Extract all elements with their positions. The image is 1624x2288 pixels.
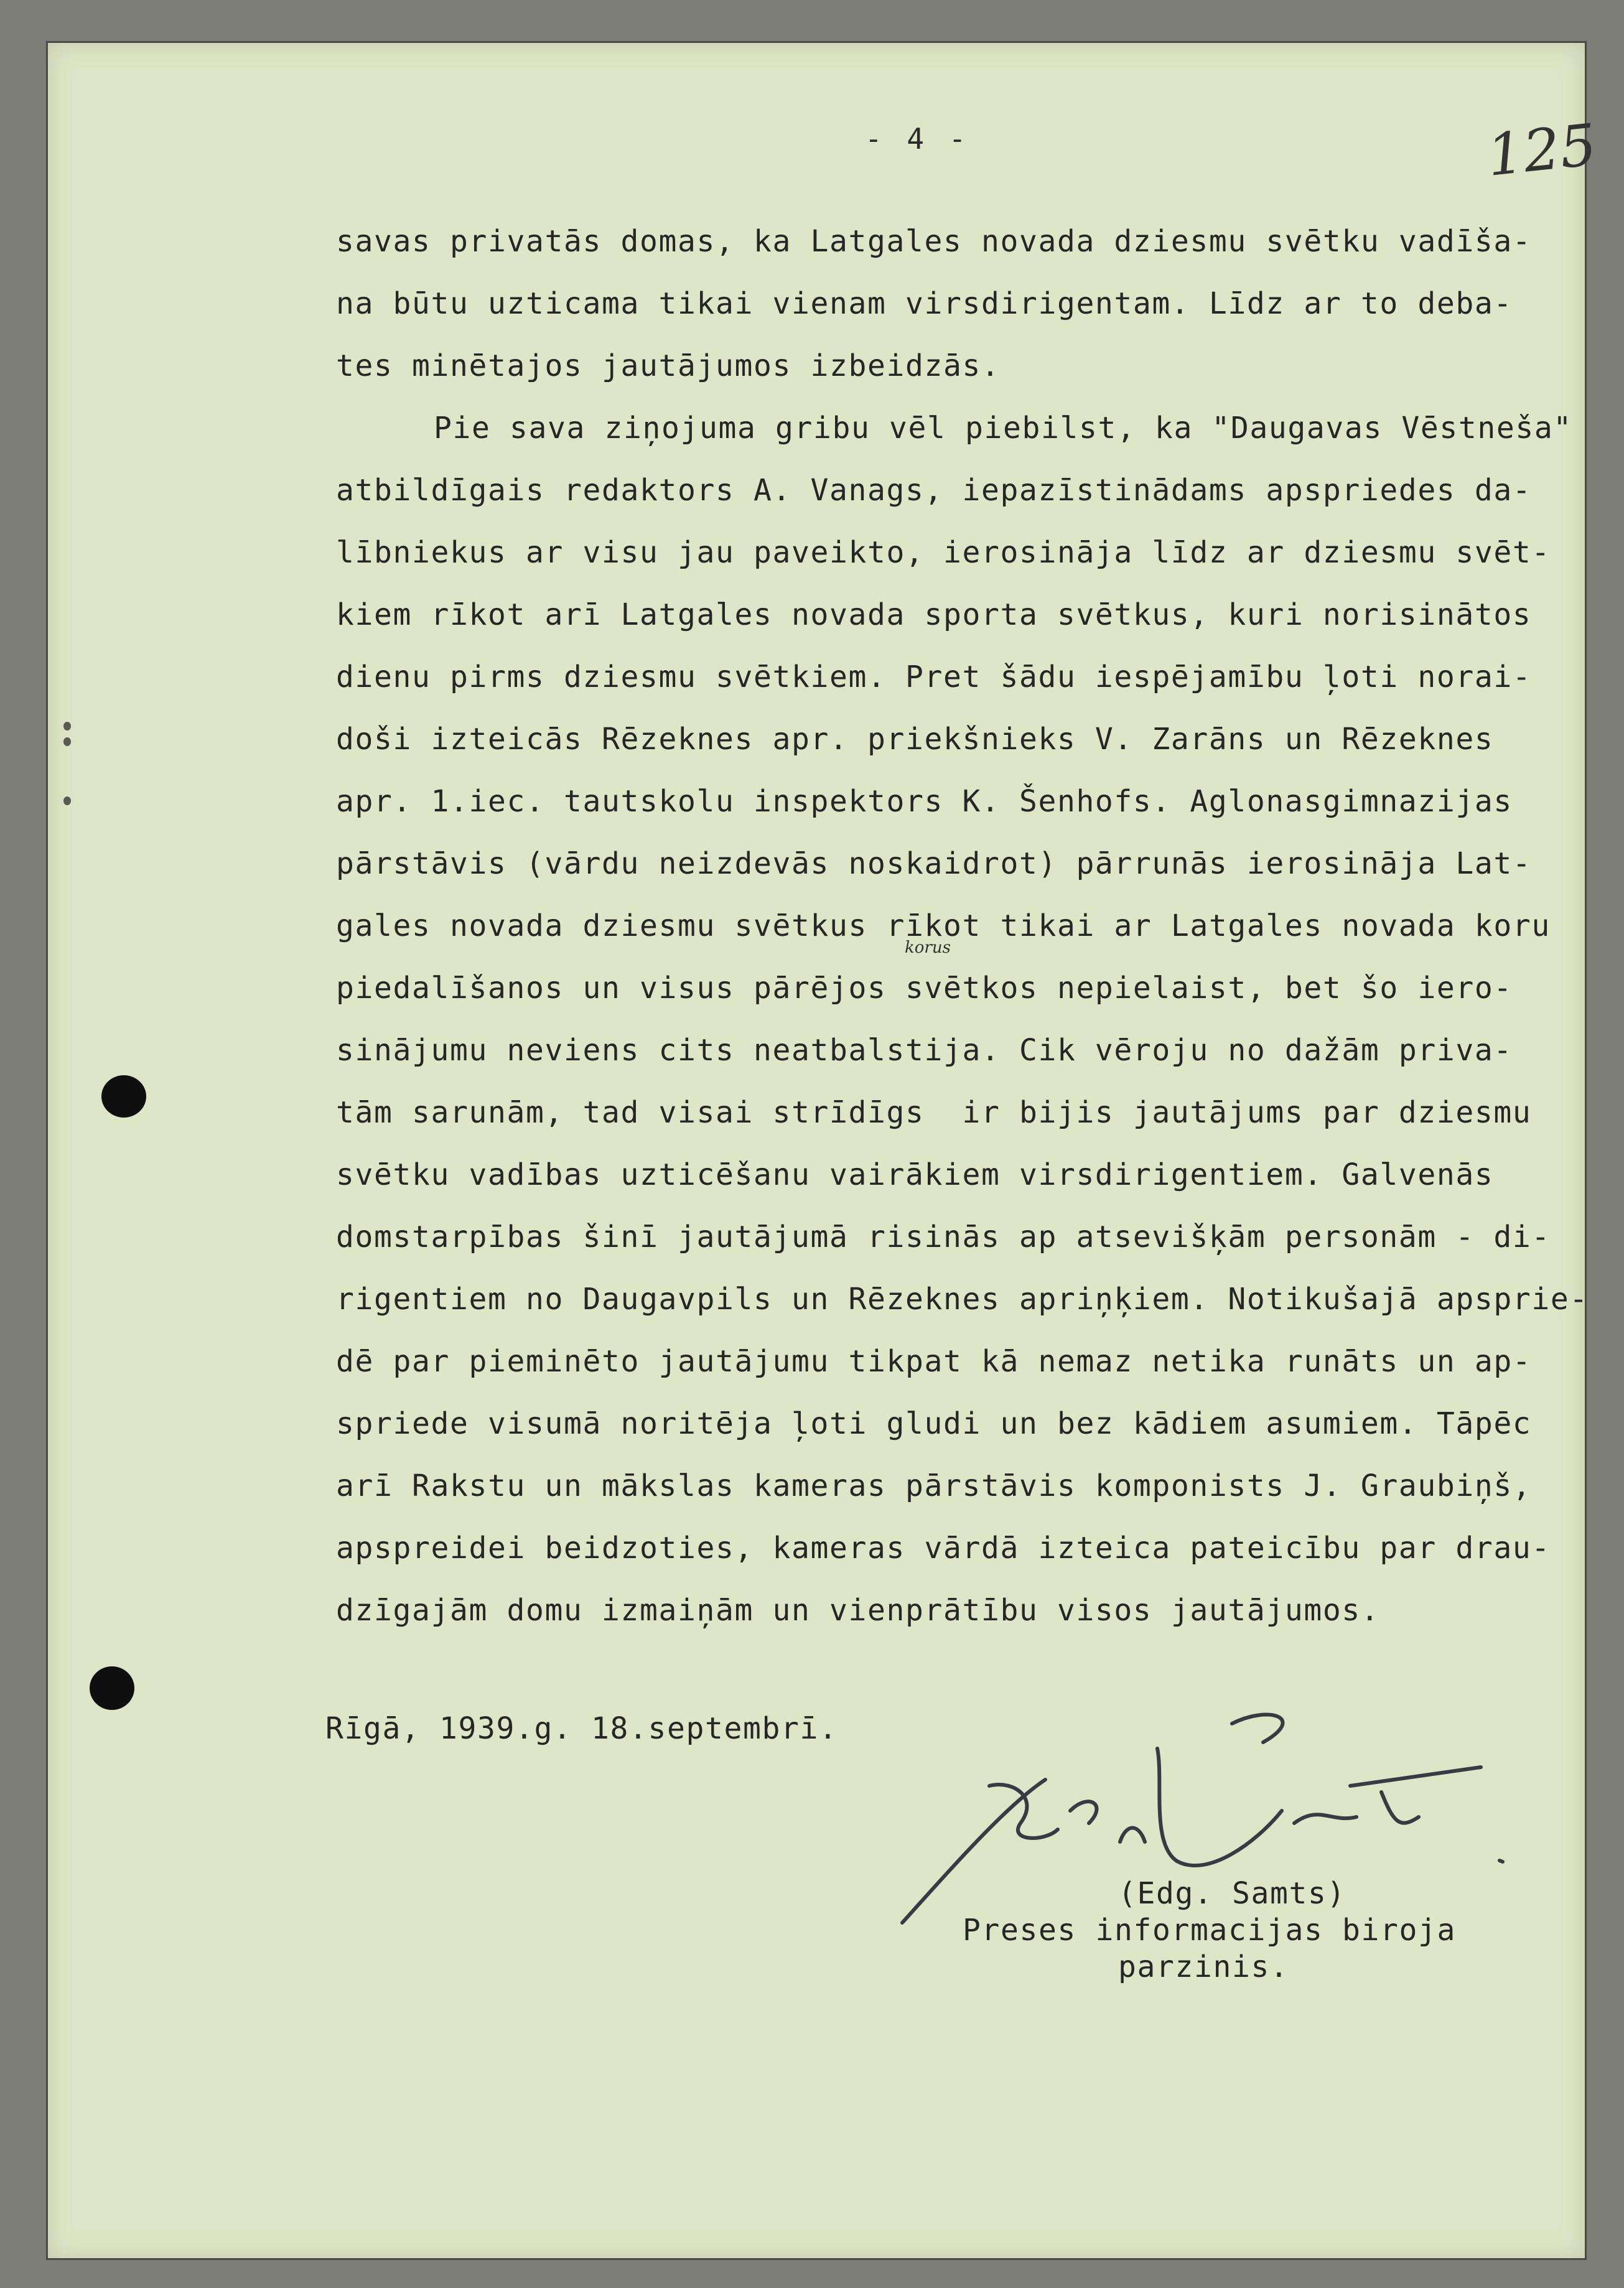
text-line: lībniekus ar visu jau paveikto, ierosināja līdz ar dziesmu svēt- [336, 535, 1551, 570]
margin-mark [63, 796, 71, 805]
handwritten-insert: korus [905, 938, 951, 957]
text-line: na būtu uzticama tikai vienam virsdirigentam. Līdz ar to deba- [336, 286, 1513, 321]
text-line: spriede visumā noritēja ļoti gludi un bez kādiem asumiem. Tāpēc [336, 1406, 1532, 1441]
text-line: svētku vadības uzticēšanu vairākiem virsdirigentiem. Galvenās [336, 1157, 1494, 1192]
text-line: apspreidei beidzoties, kameras vārdā izteica pateicību par drau- [336, 1531, 1551, 1566]
page-number: - 4 - [865, 122, 970, 156]
text-line: atbildīgais redaktors A. Vanags, iepazīstinādams apspriedes da- [336, 473, 1532, 508]
text-line: gales novada dziesmu svētkus rīkot tikai ar Latgales novada koru [336, 908, 1551, 943]
letter-body [336, 210, 1589, 1641]
text-line: domstarpības šinī jautājumā risinās ap atsevišķām personām - di- [336, 1220, 1551, 1254]
text-line: dē par pieminēto jautājumu tikpat kā nemaz netika runāts un ap- [336, 1344, 1532, 1379]
text-line: doši izteicās Rēzeknes apr. priekšnieks V. Zarāns un Rēzeknes [336, 722, 1494, 757]
text-line: sinājumu neviens cits neatbalstija. Cik vēroju no dažām priva- [336, 1033, 1513, 1068]
text-line: dienu pirms dziesmu svētkiem. Pret šādu iespējamību ļoti norai- [336, 660, 1532, 694]
punch-hole [90, 1666, 134, 1710]
text-line: piedalīšanos un visus pārējos svētkos nepielaist, bet šo iero- [336, 971, 1513, 1006]
text-line: tām sarunām, tad visai strīdīgs ir bijis jautājums par dziesmu [336, 1095, 1532, 1130]
margin-mark [63, 722, 71, 731]
signatory-name: (Edg. Samts) [1118, 1876, 1346, 1911]
text-line: pārstāvis (vārdu neizdevās noskaidrot) pārrunās ierosināja Lat- [336, 846, 1532, 881]
date-line: Rīgā, 1939.g. 18.septembrī. [325, 1711, 838, 1746]
margin-mark [63, 737, 71, 746]
signatory-title: parzinis. [1118, 1949, 1289, 1984]
text-line: kiem rīkot arī Latgales novada sporta svētkus, kuri norisinātos [336, 597, 1532, 632]
text-line: savas privatās domas, ka Latgales novada dziesmu svētku vadīša- [336, 224, 1532, 259]
text-line: dzīgajām domu izmaiņām un vienprātību visos jautājumos. [336, 1593, 1380, 1628]
text-line: arī Rakstu un mākslas kameras pārstāvis komponists J. Graubiņš, [336, 1469, 1532, 1503]
text-line: tes minētajos jautājumos izbeidzās. [336, 348, 1001, 383]
archive-folio-number: 125 [1483, 111, 1600, 189]
signatory-title: Preses informacijas biroja [963, 1913, 1456, 1948]
text-line: apr. 1.iec. tautskolu inspektors K. Šenhofs. Aglonasgimnazijas [336, 784, 1513, 819]
text-line: Pie sava ziņojuma gribu vēl piebilst, ka "Daugavas Vēstneša" [434, 411, 1572, 446]
text-line: rigentiem no Daugavpils un Rēzeknes apriņķiem. Notikušajā apsprie- [336, 1282, 1589, 1317]
punch-hole [101, 1075, 146, 1118]
